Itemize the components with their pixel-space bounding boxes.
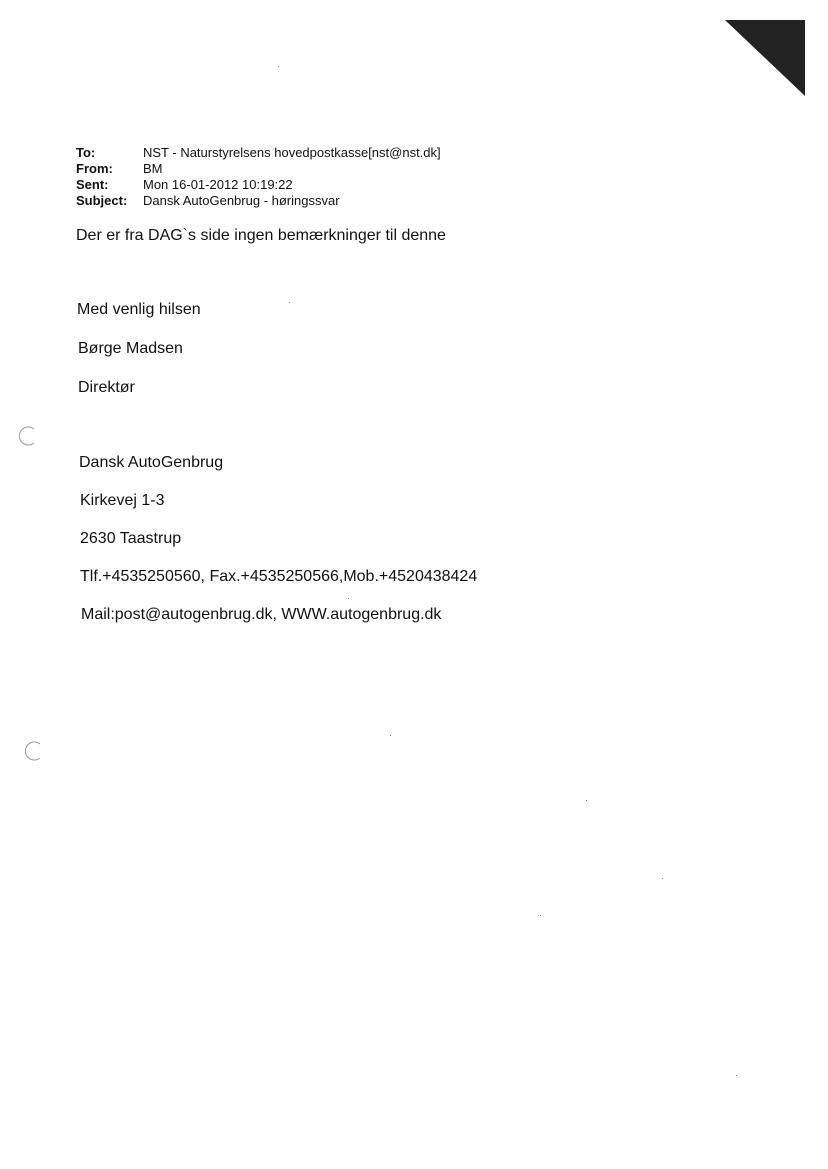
- from-label: From:: [76, 161, 113, 176]
- scan-speck: [390, 735, 391, 736]
- from-value: BM: [143, 161, 163, 176]
- city-address: 2630 Taastrup: [80, 530, 182, 547]
- header-subject-row: [76, 193, 441, 209]
- street-address: Kirkevej 1-3: [80, 492, 165, 509]
- scan-speck: [662, 878, 663, 879]
- sent-label: Sent:: [76, 177, 109, 192]
- corner-triangle-mark: [725, 20, 805, 96]
- punch-hole-mark: [24, 740, 44, 762]
- header-to-row: [76, 145, 441, 161]
- greeting-text: Med venlig hilsen: [77, 301, 201, 318]
- punch-hole-mark: [18, 425, 38, 447]
- to-label: To:: [76, 145, 96, 160]
- subject-label: Subject:: [76, 193, 128, 208]
- scan-speck: [348, 598, 349, 599]
- email-header: [76, 145, 441, 209]
- subject-value: Dansk AutoGenbrug - høringssvar: [143, 193, 340, 208]
- phone-numbers: Tlf.+4535250560, Fax.+4535250566,Mob.+4520438424: [80, 568, 478, 585]
- header-from-row: [76, 161, 441, 177]
- sent-value: Mon 16-01-2012 10:19:22: [143, 177, 293, 192]
- scan-speck: [289, 302, 290, 303]
- scan-speck: [736, 1075, 737, 1076]
- mail-web: Mail:post@autogenbrug.dk, WWW.autogenbrug.dk: [81, 606, 442, 623]
- signer-name: Børge Madsen: [78, 340, 183, 357]
- scan-speck: [586, 800, 587, 801]
- to-value: NST - Naturstyrelsens hovedpostkasse[nst@nst.dk]: [143, 145, 441, 160]
- company-name: Dansk AutoGenbrug: [79, 454, 224, 471]
- header-sent-row: [76, 177, 441, 193]
- signer-title: Direktør: [78, 379, 135, 396]
- scan-speck: [540, 915, 541, 916]
- scan-speck: [278, 66, 279, 67]
- message-text: Der er fra DAG`s side ingen bemærkninger til denne: [76, 227, 446, 244]
